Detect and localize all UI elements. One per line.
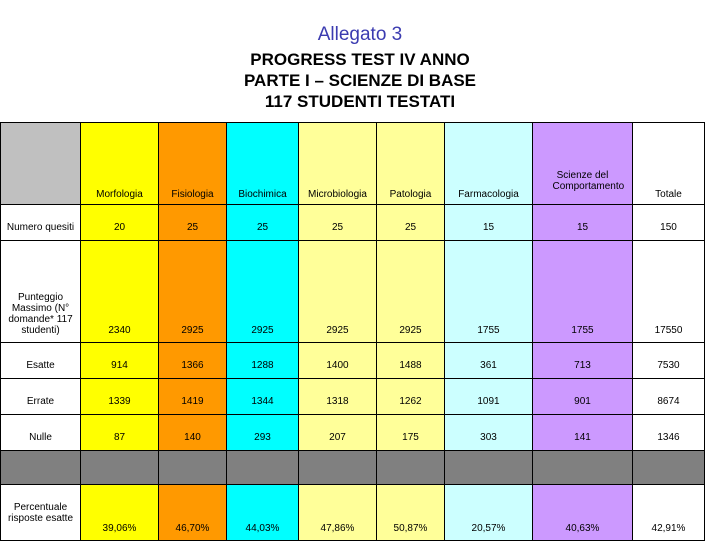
cell: 1346 — [633, 415, 705, 451]
cell: 1419 — [159, 379, 227, 415]
cell: 150 — [633, 205, 705, 241]
cell: 46,70% — [159, 485, 227, 541]
col-header-totale: Totale — [633, 123, 705, 205]
table-row — [1, 379, 705, 415]
separator-cell — [533, 451, 633, 485]
col-header-morfologia: Morfologia — [81, 123, 159, 205]
row-label: Nulle — [1, 415, 81, 451]
cell: 2925 — [377, 241, 445, 343]
cell: 293 — [227, 415, 299, 451]
table-row — [1, 415, 705, 451]
separator-cell — [159, 451, 227, 485]
cell: 1091 — [445, 379, 533, 415]
cell: 15 — [445, 205, 533, 241]
separator-row — [1, 451, 705, 485]
cell: 25 — [159, 205, 227, 241]
cell: 1339 — [81, 379, 159, 415]
cell: 47,86% — [299, 485, 377, 541]
cell: 2925 — [227, 241, 299, 343]
cell: 1344 — [227, 379, 299, 415]
col-header-scienze-text: Scienze del Comportamento — [552, 170, 625, 192]
separator-cell — [227, 451, 299, 485]
separator-cell — [633, 451, 705, 485]
cell: 1318 — [299, 379, 377, 415]
table-row — [1, 343, 705, 379]
cell: 25 — [227, 205, 299, 241]
title-line-3: 117 STUDENTI TESTATI — [264, 92, 456, 111]
table-row — [1, 485, 705, 541]
cell: 914 — [81, 343, 159, 379]
cell: 8674 — [633, 379, 705, 415]
cell: 20 — [81, 205, 159, 241]
col-header-scienze — [533, 123, 633, 205]
cell: 15 — [533, 205, 633, 241]
col-header-patologia: Patologia — [377, 123, 445, 205]
cell: 87 — [81, 415, 159, 451]
header-row — [1, 123, 705, 205]
cell: 2925 — [159, 241, 227, 343]
cell: 1755 — [533, 241, 633, 343]
cell: 207 — [299, 415, 377, 451]
separator-cell — [1, 451, 81, 485]
cell: 361 — [445, 343, 533, 379]
cell: 713 — [533, 343, 633, 379]
separator-cell — [299, 451, 377, 485]
cell: 39,06% — [81, 485, 159, 541]
row-label: Esatte — [1, 343, 81, 379]
cell: 175 — [377, 415, 445, 451]
cell: 140 — [159, 415, 227, 451]
separator-cell — [81, 451, 159, 485]
cell: 1755 — [445, 241, 533, 343]
col-header-farmacologia: Farmacologia — [445, 123, 533, 205]
cell: 2340 — [81, 241, 159, 343]
total-percent-cell: 42,91% — [633, 485, 705, 541]
table-row — [1, 205, 705, 241]
cell: 50,87% — [377, 485, 445, 541]
cell: 17550 — [633, 241, 705, 343]
row-label: Punteggio Massimo (N° domande* 117 studenti) — [1, 241, 81, 343]
cell: 2925 — [299, 241, 377, 343]
cell: 141 — [533, 415, 633, 451]
row-label: Errate — [1, 379, 81, 415]
cell: 7530 — [633, 343, 705, 379]
cell: 1366 — [159, 343, 227, 379]
results-table — [0, 122, 705, 541]
cell: 44,03% — [227, 485, 299, 541]
col-header-biochimica: Biochimica — [227, 123, 299, 205]
col-header-fisiologia: Fisiologia — [159, 123, 227, 205]
title-line-1: PROGRESS TEST IV ANNO — [250, 50, 470, 69]
allegato-heading: Allegato 3 — [317, 24, 403, 45]
cell: 1262 — [377, 379, 445, 415]
cell: 1288 — [227, 343, 299, 379]
row-label: Percentuale risposte esatte — [1, 485, 81, 541]
corner-cell — [1, 123, 81, 205]
cell: 901 — [533, 379, 633, 415]
cell: 25 — [299, 205, 377, 241]
cell: 1400 — [299, 343, 377, 379]
cell: 303 — [445, 415, 533, 451]
cell: 1488 — [377, 343, 445, 379]
cell: 25 — [377, 205, 445, 241]
row-label: Numero quesiti — [1, 205, 81, 241]
title-line-2: PARTE I – SCIENZE DI BASE — [243, 71, 477, 90]
separator-cell — [445, 451, 533, 485]
table-row — [1, 241, 705, 343]
separator-cell — [377, 451, 445, 485]
cell: 20,57% — [445, 485, 533, 541]
col-header-microbiologia: Microbiologia — [299, 123, 377, 205]
cell: 40,63% — [533, 485, 633, 541]
